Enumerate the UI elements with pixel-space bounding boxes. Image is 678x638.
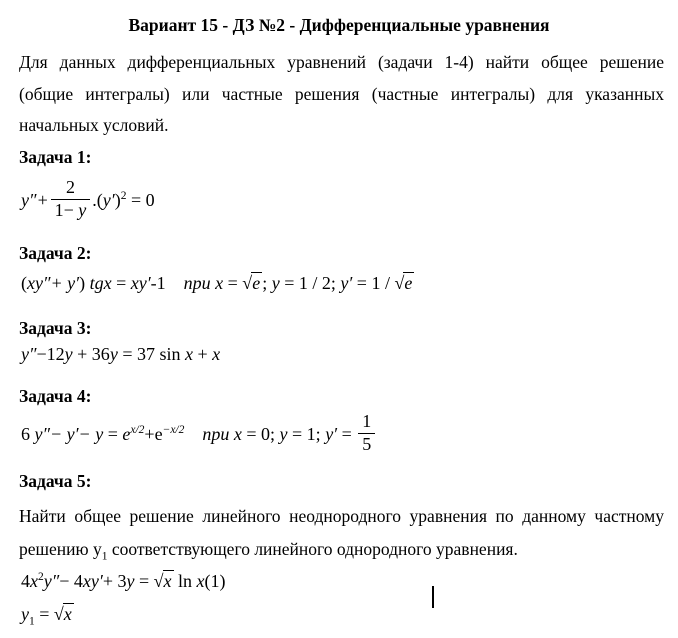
math-token: .	[92, 190, 97, 211]
math-token: решению y	[19, 538, 102, 559]
math-token: y	[21, 604, 29, 624]
math-token: = 1 / 2;	[279, 273, 341, 293]
math-token: y′	[340, 273, 353, 293]
math-token: y	[109, 344, 118, 364]
math-token: =	[103, 424, 123, 445]
text-cursor	[432, 586, 434, 608]
math-token: 6	[21, 424, 35, 445]
problem-1-heading: Задача 1:	[19, 147, 92, 167]
math-token: x	[184, 344, 193, 364]
math-token: y″− y′− y	[34, 424, 104, 445]
math-token: e	[122, 424, 131, 445]
problem-5-description-line-1: Найти общее решение линейного неоднородного уравнения по данному частному	[19, 506, 664, 526]
math-token: 4	[21, 571, 30, 591]
math-token: xy′	[82, 571, 103, 591]
math-token: x	[63, 604, 72, 624]
math-token: − 4	[59, 571, 83, 591]
math-token: (	[96, 190, 103, 211]
math-token: +e	[144, 424, 163, 445]
math-token: x	[30, 571, 38, 591]
math-token: √e	[394, 273, 413, 293]
math-token: 1−	[54, 199, 79, 220]
math-token: 1	[101, 550, 108, 562]
math-token: = 37 sin	[117, 344, 185, 364]
intro-line-2: (общие интегралы) или частные решения (частные интегралы) для указанных	[19, 83, 664, 104]
math-token: =	[111, 273, 131, 293]
math-token: y	[78, 199, 87, 220]
math-token: при x	[183, 273, 224, 293]
math-token	[51, 177, 91, 221]
problem-5-description-line-2	[19, 533, 664, 566]
math-token: (1)	[204, 571, 226, 591]
math-token	[358, 411, 375, 455]
math-token: e	[252, 273, 261, 293]
math-token: y′	[325, 424, 338, 445]
math-token: (	[21, 273, 27, 293]
math-token: y″	[43, 571, 60, 591]
math-token: 1	[362, 411, 372, 431]
math-token: −x/2	[162, 424, 185, 437]
math-token: 2	[65, 177, 75, 197]
math-token: =	[134, 571, 154, 591]
math-token: x	[163, 571, 172, 591]
math-token: −12	[36, 344, 65, 364]
intro-paragraph	[19, 47, 664, 142]
problem-5-particular-solution	[21, 603, 74, 628]
math-token: √x	[153, 571, 172, 591]
math-token: y′	[102, 190, 115, 211]
document-title: Вариант 15 - ДЗ №2 - Дифференциальные уравнения	[128, 15, 550, 35]
problem-3-formula	[21, 344, 220, 365]
math-token: √x	[53, 604, 72, 624]
math-token: √e	[242, 273, 261, 293]
math-token: 2	[120, 190, 127, 203]
math-token: при x	[202, 424, 242, 445]
math-token: y″	[21, 344, 37, 364]
math-token: соответствующего линейного однородного уравнения.	[107, 538, 518, 559]
math-token: + 3	[102, 571, 127, 591]
math-token: = 1 /	[352, 273, 395, 293]
math-token: =	[223, 273, 243, 293]
math-token: y″+	[21, 190, 49, 211]
math-token: 2	[38, 571, 44, 583]
math-token: = 1;	[287, 424, 326, 445]
problem-5-description	[19, 500, 664, 565]
intro-line-3: начальных условий.	[19, 115, 169, 135]
math-token: 5	[362, 433, 372, 454]
math-token: y	[64, 344, 73, 364]
math-token: -1	[150, 273, 166, 293]
problem-5-formula	[21, 570, 226, 592]
problem-2-heading: Задача 2:	[19, 243, 92, 263]
math-token: )	[79, 273, 90, 293]
math-token: x	[212, 344, 221, 364]
math-token: xy′	[130, 273, 151, 293]
math-token: y	[271, 273, 280, 293]
math-token: xy″+ y′	[27, 273, 80, 293]
problem-4-formula	[21, 411, 377, 458]
math-token: = 0;	[241, 424, 280, 445]
problem-5-heading: Задача 5:	[19, 471, 92, 491]
math-token: x	[196, 571, 205, 591]
problem-4-heading: Задача 4:	[19, 386, 92, 406]
math-token: = 0	[126, 190, 155, 211]
math-token: =	[337, 424, 357, 445]
math-token: x/2	[130, 424, 145, 437]
math-token: tgx	[89, 273, 112, 293]
math-token: +	[192, 344, 213, 364]
math-token: 1	[29, 615, 35, 628]
intro-line-1: Для данных дифференциальных уравнений (задачи 1-4) найти общее решение	[19, 52, 664, 72]
math-token: =	[34, 604, 54, 624]
math-token: y	[279, 424, 288, 445]
problem-2-formula	[21, 272, 414, 294]
problem-3-heading: Задача 3:	[19, 318, 92, 338]
math-token: + 36	[72, 344, 110, 364]
math-token: ln	[173, 571, 197, 591]
math-token: e	[404, 273, 413, 293]
math-token: )	[114, 190, 121, 211]
math-token: y	[126, 571, 135, 591]
math-token: ;	[262, 273, 272, 293]
problem-1-formula	[21, 177, 155, 224]
